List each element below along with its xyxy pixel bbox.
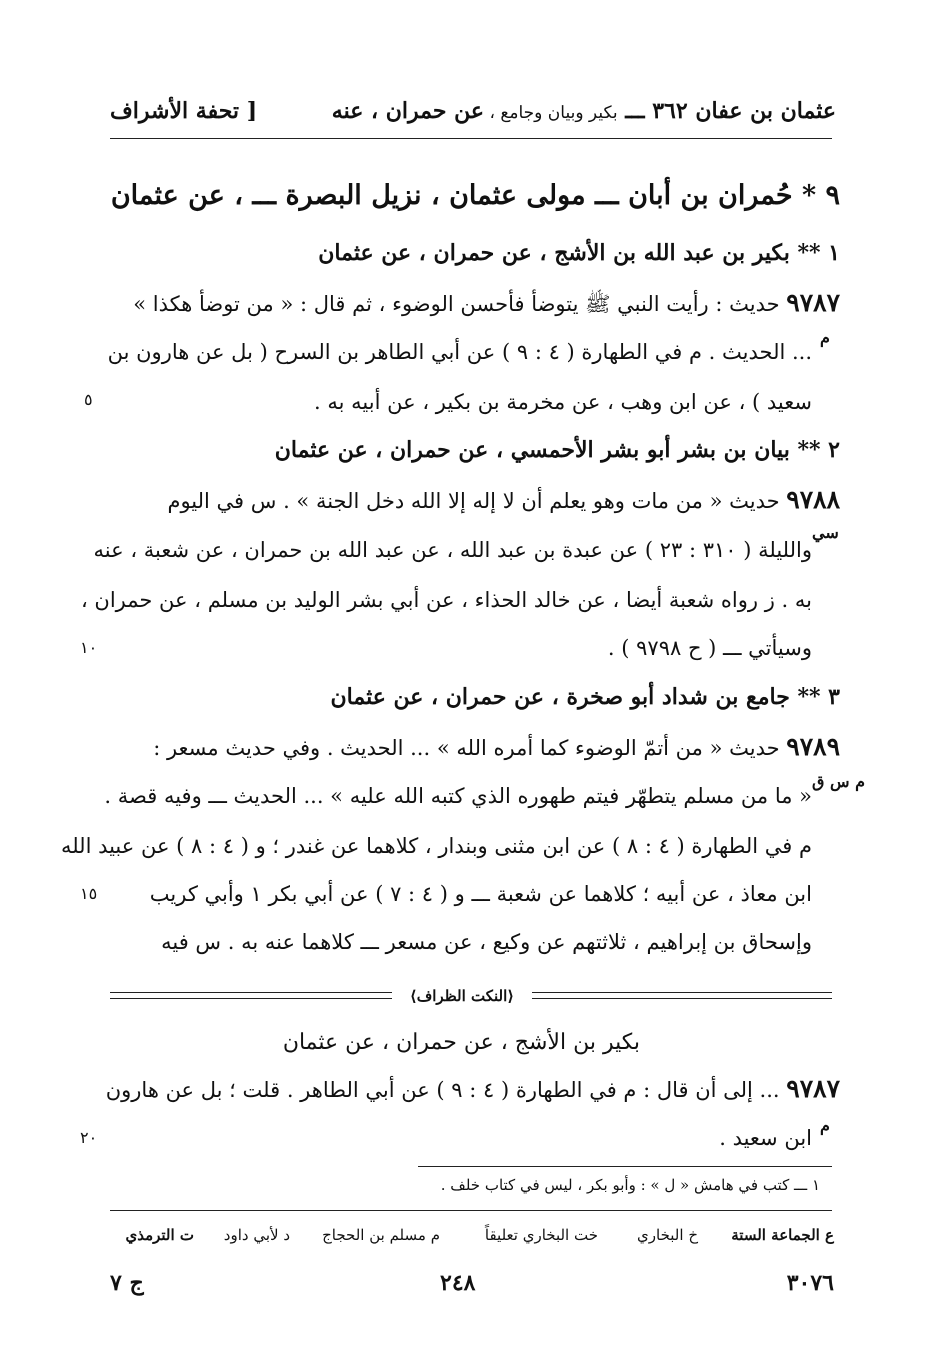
hadith-line: وسيأتي ـــ ( ح ٩٧٩٨ ) .	[607, 636, 812, 660]
nukat-hadith-number: ٩٧٨٧	[786, 1074, 840, 1103]
hadith-line: والليلة ( ٣١٠ : ٢٣ ) عن عبدة بن عبد الله ، عن عبد الله بن حمران ، عن شعبة ، عنه	[93, 538, 812, 562]
hadith-text: حديث : رأيت النبي ﷺ يتوضأ فأحسن الوضوء ، ثم قال : « من توضأ هكذا »	[133, 292, 780, 316]
hadith-line	[153, 732, 840, 761]
subsection-title: بيان بن بشر أبو بشر الأحمسي ، عن حمران ، عن عثمان	[274, 437, 790, 463]
line-number: ١٠	[80, 638, 98, 657]
siglum-marker: م	[820, 1116, 830, 1135]
legend-item: د لأبي داود	[223, 1226, 290, 1244]
legend-item: ت الترمذي	[125, 1226, 194, 1244]
header-rule	[110, 138, 832, 139]
legend-item: م مسلم بن الحجاج	[322, 1226, 440, 1244]
page-number: ٢٤٨	[440, 1270, 476, 1296]
double-star-icon: **	[797, 240, 821, 266]
hadith-line	[167, 485, 840, 514]
hadith-line: به . ز رواه شعبة أيضا ، عن خالد الحذاء ، عن أبي بشر الوليد بن مسلم ، عن حمران ،	[80, 588, 812, 612]
legend-item: ع الجماعة الستة	[731, 1226, 834, 1244]
volume-number: ج ٧	[110, 1270, 144, 1296]
section-star-icon: *	[801, 180, 817, 211]
subsection-number: ٢	[828, 437, 840, 463]
nukat-title: بكير بن الأشج ، عن حمران ، عن عثمان	[282, 1030, 640, 1055]
nukat-label: ⟨النكت الظراف⟩	[392, 983, 532, 1009]
running-header-title	[332, 98, 836, 124]
header-narrators: بكير وبيان وجامع ،	[484, 103, 618, 123]
header-author: عثمان بن عفان ٣٦٢ ـــ	[617, 98, 836, 124]
hadith-line	[110, 288, 840, 322]
subsection-heading	[318, 240, 840, 266]
nukat-text: ... إلى أن قال : م في الطهارة ( ٤ : ٩ ) عن أبي الطاهر . قلت ؛ بل عن هارون	[105, 1078, 780, 1102]
hadith-line: ابن معاذ ، عن أبيه ؛ كلاهما عن شعبة ـــ و ( ٤ : ٧ ) عن أبي بكر ١ وأبي كريب	[149, 882, 812, 906]
nukat-line	[106, 1074, 840, 1103]
hadith-line: وإسحاق بن إبراهيم ، ثلاثتهم عن وكيع ، عن مسعر ـــ كلاهما عنه به . س فيه	[161, 930, 812, 954]
hadith-number: ٩٧٨٧	[786, 288, 840, 317]
nukat-label-text: النكت الظراف	[416, 987, 508, 1005]
line-number: ١٥	[80, 884, 98, 903]
running-header-book: [ تحفة الأشراف	[110, 98, 258, 124]
line-number: ٢٠	[80, 1128, 98, 1147]
subsection-number: ٣	[828, 684, 840, 710]
nukat-line: ابن سعيد .	[719, 1126, 812, 1150]
hadith-number: ٩٧٨٩	[786, 732, 840, 761]
hadith-number: ٩٧٨٨	[786, 485, 840, 514]
section-heading	[111, 180, 840, 211]
subsection-number: ١	[828, 240, 840, 266]
footnote: ١ ـــ كتب في هامش « ل » : وأبو بكر ، ليس في كتاب خلف .	[440, 1176, 820, 1194]
hadith-line: م في الطهارة ( ٤ : ٨ ) عن ابن مثنى وبندار ، كلاهما عن غندر ؛ و ( ٤ : ٨ ) عن عبيد الله	[60, 834, 812, 858]
subsection-title: جامع بن شداد أبو صخرة ، عن حمران ، عن عثمان	[330, 684, 790, 710]
hadith-line: « ما من مسلم يتطهّر فيتم طهوره الذي كتبه الله عليه » ... الحديث ـــ وفيه قصة .	[104, 784, 812, 808]
hadith-line: ... الحديث . م في الطهارة ( ٤ : ٩ ) عن أبي الطاهر بن السرح ( بل عن هارون بن	[107, 340, 812, 364]
section-number: ٩	[825, 180, 840, 211]
siglum-marker: م	[820, 328, 830, 347]
siglum-marker: سي	[812, 523, 839, 542]
subsection-heading	[330, 684, 840, 710]
footer-entry-number: ٣٠٧٦	[786, 1270, 834, 1296]
hadith-text: حديث « من مات وهو يعلم أن لا إله إلا الله دخل الجنة » . س في اليوم	[167, 489, 780, 513]
legend-item: خ البخاري	[637, 1226, 698, 1244]
section-title: حُمران بن أبان ـــ مولى عثمان ، نزيل البصرة ـــ ، عن عثمان	[110, 180, 793, 211]
legend-item: خت البخاري تعليقاً	[484, 1226, 598, 1244]
subsection-heading	[275, 437, 840, 463]
hadith-line: سعيد ) ، عن ابن وهب ، عن مخرمة بن بكير ، عن أبيه به .	[314, 390, 812, 414]
footnote-rule	[418, 1166, 832, 1167]
double-star-icon: **	[797, 437, 821, 463]
line-number: ٥	[84, 390, 93, 409]
hadith-text: حديث « من أتمّ الوضوء كما أمره الله » ... الحديث . وفي حديث مسعر :	[153, 736, 780, 760]
subsection-title: بكير بن عبد الله بن الأشج ، عن حمران ، عن عثمان	[318, 240, 790, 266]
legend-rule	[110, 1210, 832, 1211]
header-chain: عن حمران ، عنه	[331, 98, 485, 124]
siglum-marker: م س ق	[812, 772, 865, 791]
double-star-icon: **	[797, 684, 821, 710]
